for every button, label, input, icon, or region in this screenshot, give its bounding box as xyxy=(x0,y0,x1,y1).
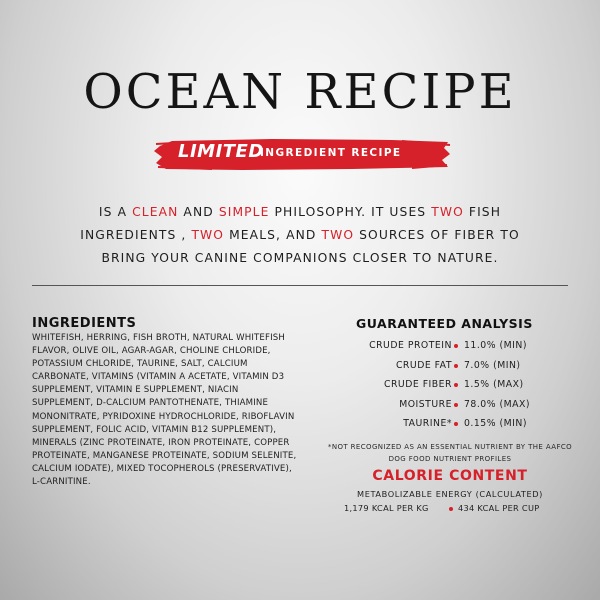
analysis-row-moisture xyxy=(330,396,570,416)
taurine-footnote: *NOT RECOGNIZED AS AN ESSENTIAL NUTRIENT BY THE AAFCO DOG FOOD NUTRIENT PROFILES xyxy=(327,443,573,463)
ingredients-list: WHITEFISH, HERRING, FISH BROTH, NATURAL WHITEFISH FLAVOR, OLIVE OIL, AGAR-AGAR, CHOLINE CHLORIDE, POTASSIUM CHLORIDE, TAURINE, SALT, CALCIUM CARBONATE, VITAMINS (VITAMIN A ACETATE, VITAMIN D3 SUPPLEMENT, VITAMIN E SUPPLEMENT, NIACIN SUPPLEMENT, D-CALCIUM PANTOTHENATE, THIAMINE MONONITRATE, PYRIDOXINE HYDROCHLORIDE, RIBOFLAVIN SUPPLEMENT, FOLIC ACID, VITAMIN B12 SUPPLEMENT), MINERALS (ZINC PROTEINATE, IRON PROTEINATE, COPPER PROTEINATE, MANGANESE PROTEINATE, SODIUM SELENITE, CALCIUM IODATE), MIXED TOCOPHEROLS (PRESERVATIVE), L-CARNITINE. xyxy=(32,333,297,488)
analysis-label: CRUDE PROTEIN xyxy=(369,340,452,351)
guaranteed-analysis-heading: GUARANTEED ANALYSIS xyxy=(356,316,533,331)
calorie-values xyxy=(322,503,578,515)
intro-highlight-clean: CLEAN xyxy=(132,205,179,219)
intro-highlight-two: TWO xyxy=(191,228,225,242)
guaranteed-analysis-list xyxy=(330,337,570,435)
section-divider xyxy=(32,285,568,286)
red-bullet-icon xyxy=(454,403,458,407)
intro-text: MEALS, AND xyxy=(224,228,322,242)
red-bullet-icon xyxy=(454,344,458,348)
metabolizable-energy-label: METABOLIZABLE ENERGY (CALCULATED) xyxy=(357,489,543,499)
intro-text: IS A xyxy=(98,205,133,219)
page-title: OCEAN RECIPE xyxy=(83,64,517,120)
limited-ingredient-banner xyxy=(152,136,452,172)
red-bullet-icon xyxy=(454,422,458,426)
analysis-label: TAURINE* xyxy=(403,418,452,429)
analysis-value: 78.0% (MAX) xyxy=(464,398,530,410)
ingredient-recipe-label: INGREDIENT RECIPE xyxy=(260,147,402,159)
kcal-per-kg: 1,179 KCAL PER KG xyxy=(344,503,429,513)
analysis-label: MOISTURE xyxy=(399,398,452,410)
intro-highlight-two: TWO xyxy=(431,205,464,219)
analysis-row-crude-fat xyxy=(330,357,570,377)
analysis-value: 0.15% (MIN) xyxy=(464,418,527,429)
analysis-value: 7.0% (MIN) xyxy=(464,359,521,371)
intro-text: AND xyxy=(178,205,219,219)
intro-text: SOURCES OF FIBER TO BRING YOUR CANINE COMPANIONS CLOSER TO NATURE. xyxy=(101,228,520,265)
analysis-value: 1.5% (MAX) xyxy=(464,379,524,390)
analysis-row-crude-protein xyxy=(330,337,570,357)
kcal-per-cup: 434 KCAL PER CUP xyxy=(458,503,540,513)
analysis-value: 11.0% (MIN) xyxy=(464,340,527,351)
analysis-row-taurine xyxy=(330,415,570,435)
intro-text: FISH INGREDIENTS , xyxy=(80,205,502,242)
analysis-row-crude-fiber xyxy=(330,376,570,396)
analysis-label: CRUDE FAT xyxy=(395,359,452,371)
intro-paragraph xyxy=(70,201,530,270)
intro-highlight-simple: SIMPLE xyxy=(218,205,270,219)
red-bullet-icon xyxy=(449,507,453,511)
intro-text: PHILOSOPHY. IT USES xyxy=(269,205,432,219)
limited-label: LIMITED xyxy=(178,141,264,162)
red-bullet-icon xyxy=(454,383,458,387)
intro-highlight-two: TWO xyxy=(321,228,355,242)
calorie-content-heading: CALORIE CONTENT xyxy=(372,468,528,484)
ingredients-heading: INGREDIENTS xyxy=(32,316,137,331)
analysis-label: CRUDE FIBER xyxy=(383,379,452,390)
red-bullet-icon xyxy=(454,364,458,368)
